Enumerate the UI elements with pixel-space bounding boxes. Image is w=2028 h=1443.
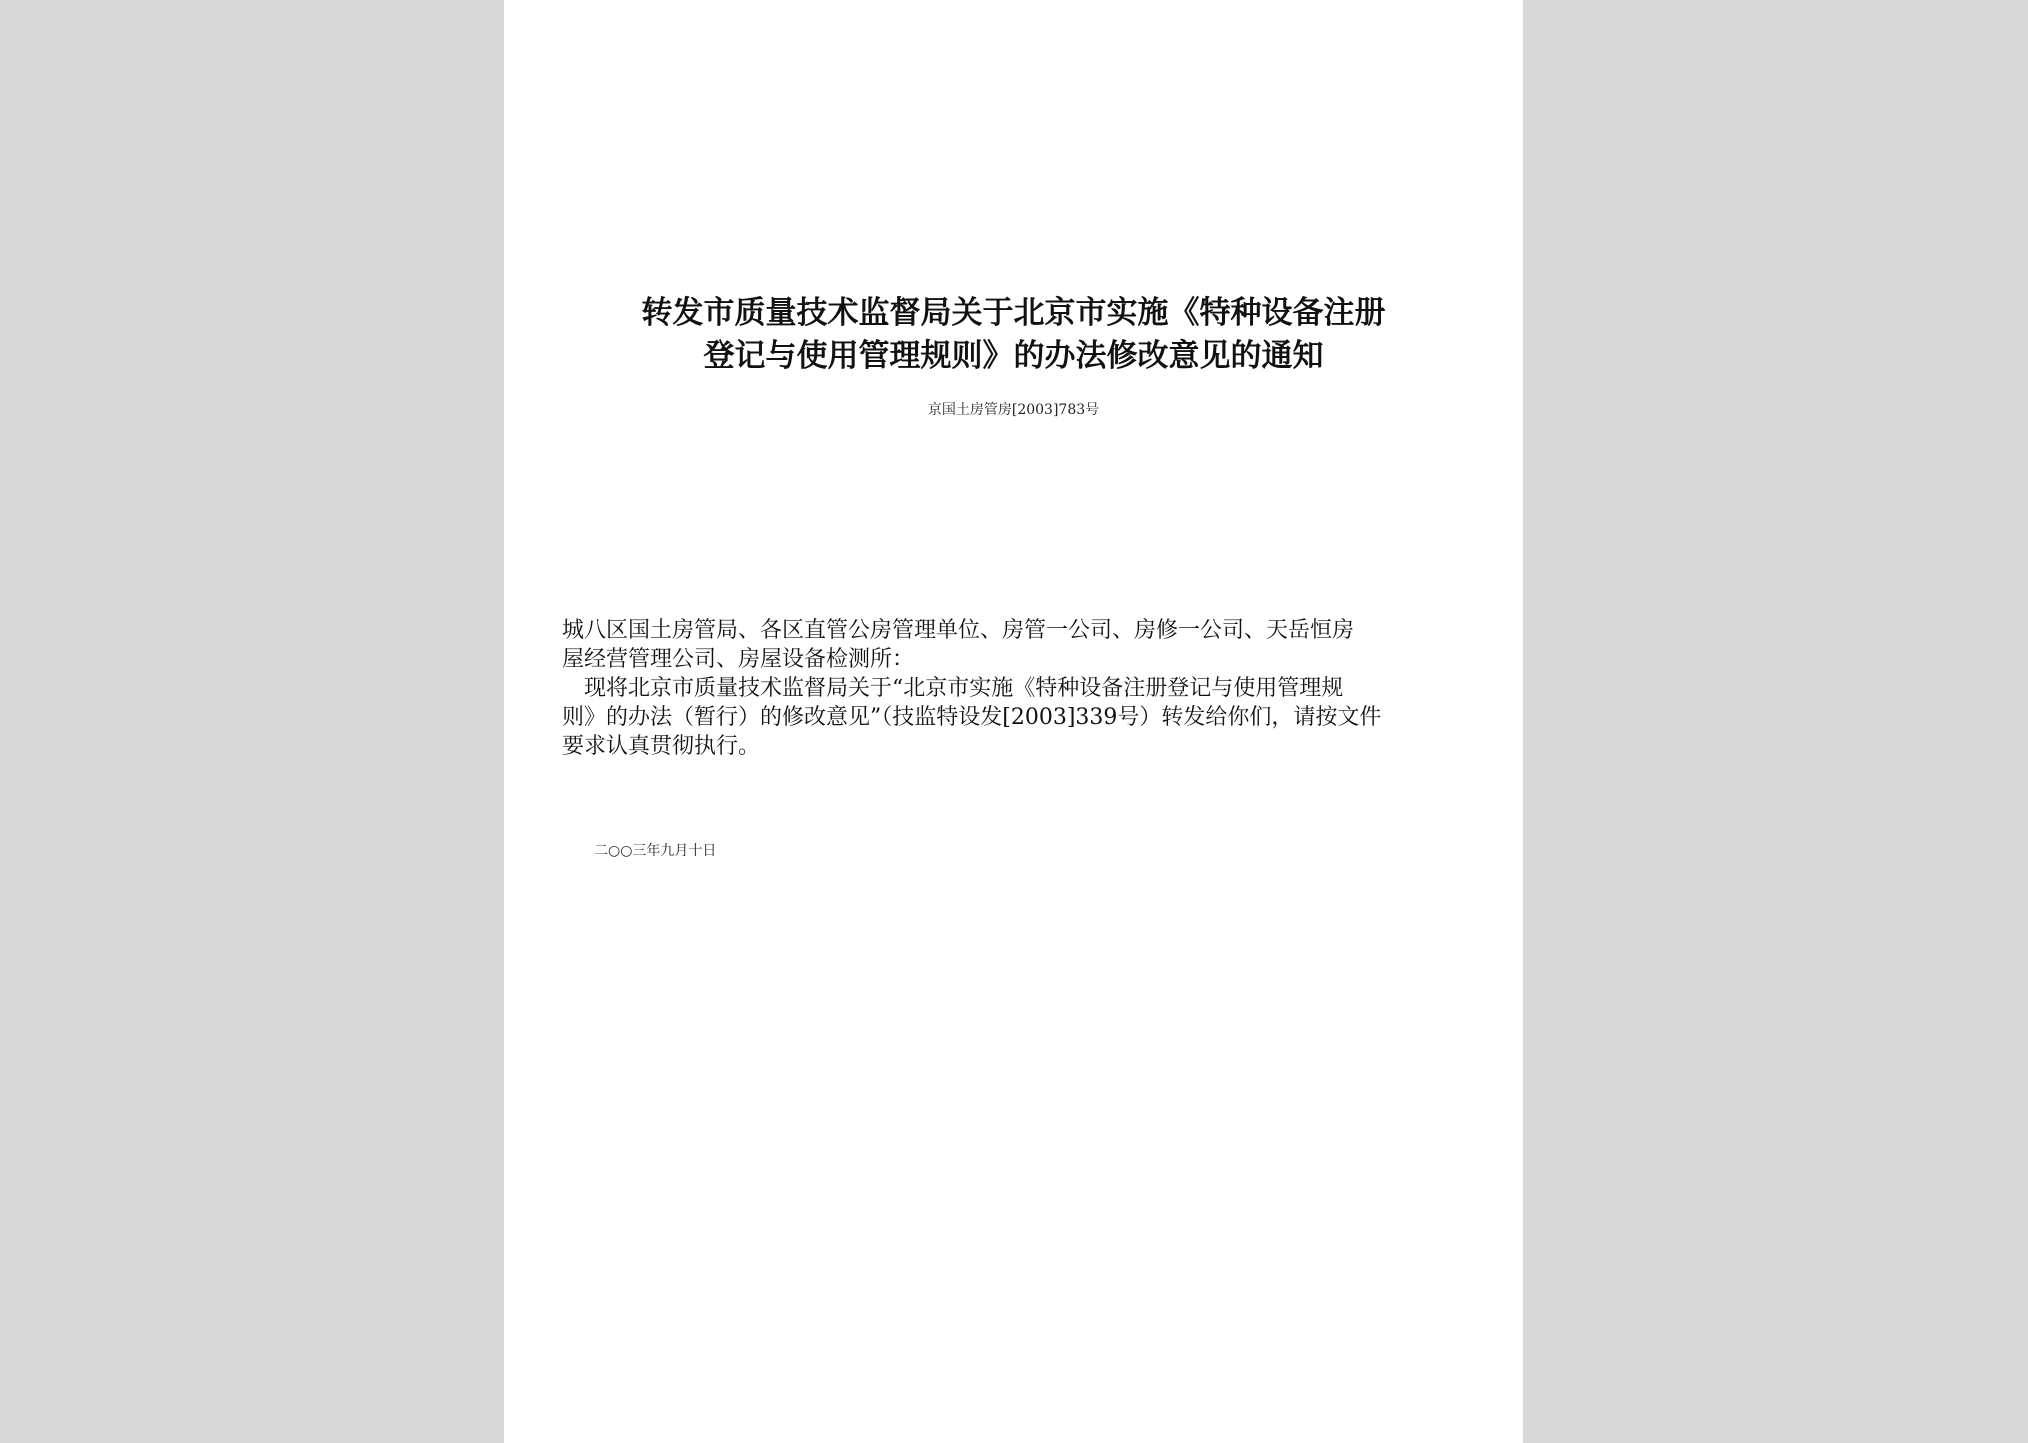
document-number: 京国土房管房[2003]783号 — [927, 402, 1100, 418]
body-line: 则》的办法（暂行）的修改意见”（技监特设发[2003]339号）转发给你们，请按文件 — [562, 705, 1382, 730]
body-line: 城八区国土房管局、各区直管公房管理单位、房管一公司、房修一公司、天岳恒房 — [562, 618, 1355, 643]
document-title — [504, 292, 1523, 378]
body-line: 要求认真贯彻执行。 — [562, 734, 761, 759]
title-line-1: 转发市质量技术监督局关于北京市实施《特种设备注册 — [641, 295, 1386, 331]
body-line: 现将北京市质量技术监督局关于“北京市实施《特种设备注册登记与使用管理规 — [562, 676, 1344, 701]
body-line: 屋经营管理公司、房屋设备检测所： — [562, 647, 915, 672]
title-line-2: 登记与使用管理规则》的办法修改意见的通知 — [703, 338, 1324, 374]
document-date: 二○○三年九月十日 — [594, 843, 717, 859]
document-body — [562, 616, 1472, 761]
document-page — [504, 0, 1523, 1443]
